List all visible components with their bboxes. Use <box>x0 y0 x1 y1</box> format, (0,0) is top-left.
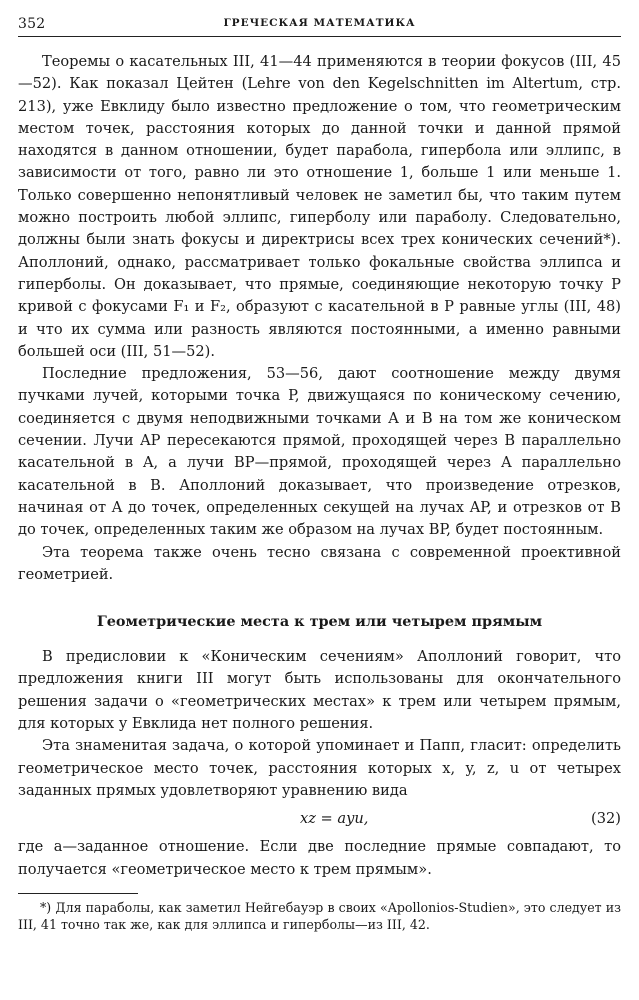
paragraph-projective: Эта теорема также очень тесно связана с современной проективной геометрией. <box>18 543 621 583</box>
paragraph-foci: Теоремы о касательных III, 41—44 применяются в теории фокусов (III, 45—52). Как показал Цейтен (Lehre von den Kegelschnitten im Altertum, стр. 213), уже Евклиду было известно предложение о том, что геометрическим местом точек, расстояния которых до данной точки и данной прямой находятся в данном отношении, будет парабола, гипербола или эллипс, в зависимости от того, равно ли это отношение 1, больше 1 или меньше 1. Только совершенно непонятливый человек не заметил бы, что таким путем можно построить любой эллипс, гиперболу или параболу. Следовательно, должны были знать фокусы и директрисы всех трех конических сечений*). Аполлоний, однако, рассматривает только фокальные свойства эллипса и гиперболы. Он доказывает, что прямые, соединяющие некоторую точку P кривой с фокусами F₁ и F₂, образуют с касательной в P равные углы (III, 48) и что их сумма или разность являются постоянными, а именно равными большей оси (III, 51—52). <box>18 53 621 360</box>
main-text <box>18 51 621 881</box>
paragraph-after-formula: где a—заданное отношение. Если две последние прямые совпадают, то получается «геометрическое место к трем прямым». <box>18 838 621 878</box>
paragraph-pencils-of-rays: Последние предложения, 53—56, дают соотношение между двумя пучками лучей, которыми точка P, движущаяся по коническому сечению, соединяется с двумя неподвижными точками A и B на том же коническом сечении. Лучи AP пересекаются прямой, проходящей через B параллельно касательной в A, а лучи BP—прямой, проходящей через A параллельно касательной в B. Аполлоний доказывает, что произведение отрезков, начиная от A до точек, определенных секущей на лучах AP, и отрезков от B до точек, определенных таким же образом на лучах BP, будет постоянным. <box>18 365 621 539</box>
running-title: ГРЕЧЕСКАЯ МАТЕМАТИКА <box>223 17 416 29</box>
paragraph-problem: Эта знаменитая задача, о которой упоминает и Папп, гласит: определить геометрическое место точек, расстояния которых x, y, z, u от четырех заданных прямых удовлетворяют уравнению вида <box>18 737 621 799</box>
footnote: *) Для параболы, как заметил Нейгебауэр в своих «Apollonios-Studien», это следует из III, 41 точно так же, как для эллипса и гиперболы—из III, 42. <box>18 899 621 932</box>
page-header <box>18 14 621 37</box>
section-title: Геометрические места к трем или четырем прямым <box>96 613 543 631</box>
formula-expression: xz = ayu, <box>300 810 369 828</box>
equation-number: (32) <box>591 810 621 828</box>
footnote-divider <box>18 893 138 894</box>
equation-32 <box>18 804 621 834</box>
paragraph-preface: В предисловии к «Коническим сечениям» Аполлоний говорит, что предложения книги III могут быть использованы для окончательного решения задачи о «геометрических местах» к трем или четырем прямым, для которых у Евклида нет полного решения. <box>18 648 621 733</box>
page-number: 352 <box>18 16 46 32</box>
